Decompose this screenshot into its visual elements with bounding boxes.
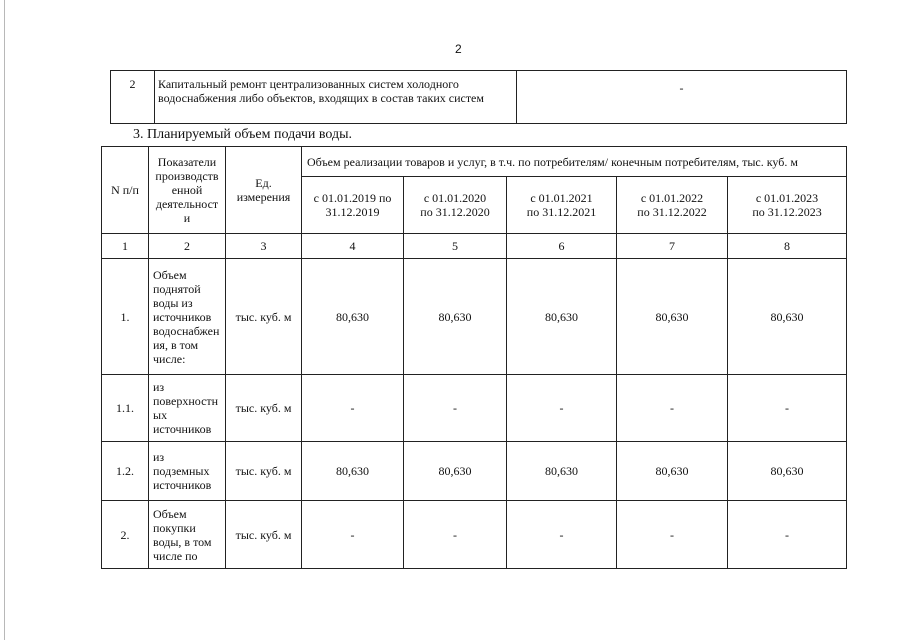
table-row (102, 259, 847, 375)
header-period (302, 177, 404, 234)
capital-repair-table (110, 70, 847, 124)
row-value: - (404, 501, 507, 569)
header-line: енной (171, 183, 203, 197)
row-value: - (302, 375, 404, 442)
row-name (149, 442, 226, 501)
period-line: с 01.01.2019 по (313, 191, 392, 205)
row-name-line: Объем (153, 506, 187, 521)
row-name-line: водоснабжен (153, 323, 220, 338)
row-value: - (302, 501, 404, 569)
header-period (507, 177, 617, 234)
row-value: 80,630 (404, 442, 507, 501)
page-margin-line (4, 0, 5, 640)
header-line: Ед. (255, 176, 272, 190)
row-unit: тыс. куб. м (226, 375, 302, 442)
row-name (149, 501, 226, 569)
table-row (102, 442, 847, 501)
period-line: по 31.12.2021 (526, 205, 597, 219)
header-indicators (149, 147, 226, 234)
row-name-line: числе по (153, 548, 198, 563)
column-number: 4 (302, 234, 404, 259)
row-value: 80,630 (728, 259, 847, 375)
row-name-line: поверхностн (153, 394, 219, 408)
header-period (728, 177, 847, 234)
row-description (155, 71, 517, 124)
row-name-line: поднятой (153, 281, 201, 296)
header-group: Объем реализации товаров и услуг, в т.ч. по потребителям/ конечным потребителям, тыс. куб. м (302, 147, 847, 177)
table-row (102, 375, 847, 442)
row-name-line: воды из (153, 295, 193, 310)
row-value: 80,630 (302, 442, 404, 501)
column-number: 1 (102, 234, 149, 259)
header-line: производств (155, 169, 219, 183)
row-unit: тыс. куб. м (226, 442, 302, 501)
row-value: - (507, 375, 617, 442)
page-number: 2 (455, 42, 462, 56)
period-line: по 31.12.2023 (752, 205, 822, 219)
period-line: с 01.01.2023 (755, 191, 819, 205)
period-line: по 31.12.2020 (420, 205, 490, 219)
row-value: - (404, 375, 507, 442)
row-value: 80,630 (302, 259, 404, 375)
period-line: с 01.01.2021 (530, 191, 593, 205)
row-name-line: источников (153, 422, 212, 436)
column-number: 5 (404, 234, 507, 259)
column-number: 6 (507, 234, 617, 259)
row-value: 80,630 (617, 442, 728, 501)
row-value: - (728, 375, 847, 442)
period-line: с 01.01.2020 (423, 191, 487, 205)
row-value: - (728, 501, 847, 569)
row-value: - (517, 71, 847, 124)
table-row (111, 71, 847, 124)
row-name-line: ия, в том (153, 337, 199, 352)
row-name (149, 259, 226, 375)
row-name (149, 375, 226, 442)
header-line: Показатели (157, 155, 217, 169)
section-title: 3. Планируемый объем подачи воды. (133, 127, 353, 142)
period-line: по 31.12.2022 (637, 205, 707, 219)
row-number: 1.1. (102, 375, 149, 442)
column-number: 8 (728, 234, 847, 259)
description-line: Капитальный ремонт централизованных систем холодного (158, 77, 459, 91)
row-value: 80,630 (507, 259, 617, 375)
row-number: 2. (102, 501, 149, 569)
row-value: 80,630 (507, 442, 617, 501)
row-name-line: источников (153, 478, 212, 492)
row-value: - (617, 375, 728, 442)
column-number: 7 (617, 234, 728, 259)
row-value: 80,630 (404, 259, 507, 375)
period-line: 31.12.2019 (325, 205, 380, 219)
column-number: 3 (226, 234, 302, 259)
water-supply-volume-table (101, 146, 847, 569)
header-unit (226, 147, 302, 234)
row-number: 2 (111, 71, 155, 124)
column-numbers-row (102, 234, 847, 259)
header-line: измерения (236, 190, 291, 204)
row-name-line: из (153, 450, 165, 464)
row-name-line: покупки (153, 520, 196, 535)
row-number: 1. (102, 259, 149, 375)
row-value: - (617, 501, 728, 569)
row-name-line: ых (153, 408, 168, 422)
column-number: 2 (149, 234, 226, 259)
row-value: 80,630 (617, 259, 728, 375)
header-num: N п/п (102, 147, 149, 234)
row-unit: тыс. куб. м (226, 259, 302, 375)
row-name-line: источников (153, 309, 212, 324)
header-period (617, 177, 728, 234)
row-name-line: подземных (153, 464, 210, 478)
period-line: с 01.01.2022 (640, 191, 704, 205)
row-name-line: числе: (153, 351, 186, 366)
description-line: водоснабжения либо объектов, входящих в состав таких систем (158, 91, 484, 105)
row-name-line: воды, в том (153, 534, 212, 549)
row-value: 80,630 (728, 442, 847, 501)
row-value: - (507, 501, 617, 569)
row-name-line: Объем (153, 267, 187, 282)
row-number: 1.2. (102, 442, 149, 501)
header-line: деятельност (155, 197, 219, 211)
header-line: и (183, 211, 191, 225)
row-name-line: из (153, 380, 165, 394)
header-row (102, 147, 847, 177)
row-unit: тыс. куб. м (226, 501, 302, 569)
table-row (102, 501, 847, 569)
header-period (404, 177, 507, 234)
